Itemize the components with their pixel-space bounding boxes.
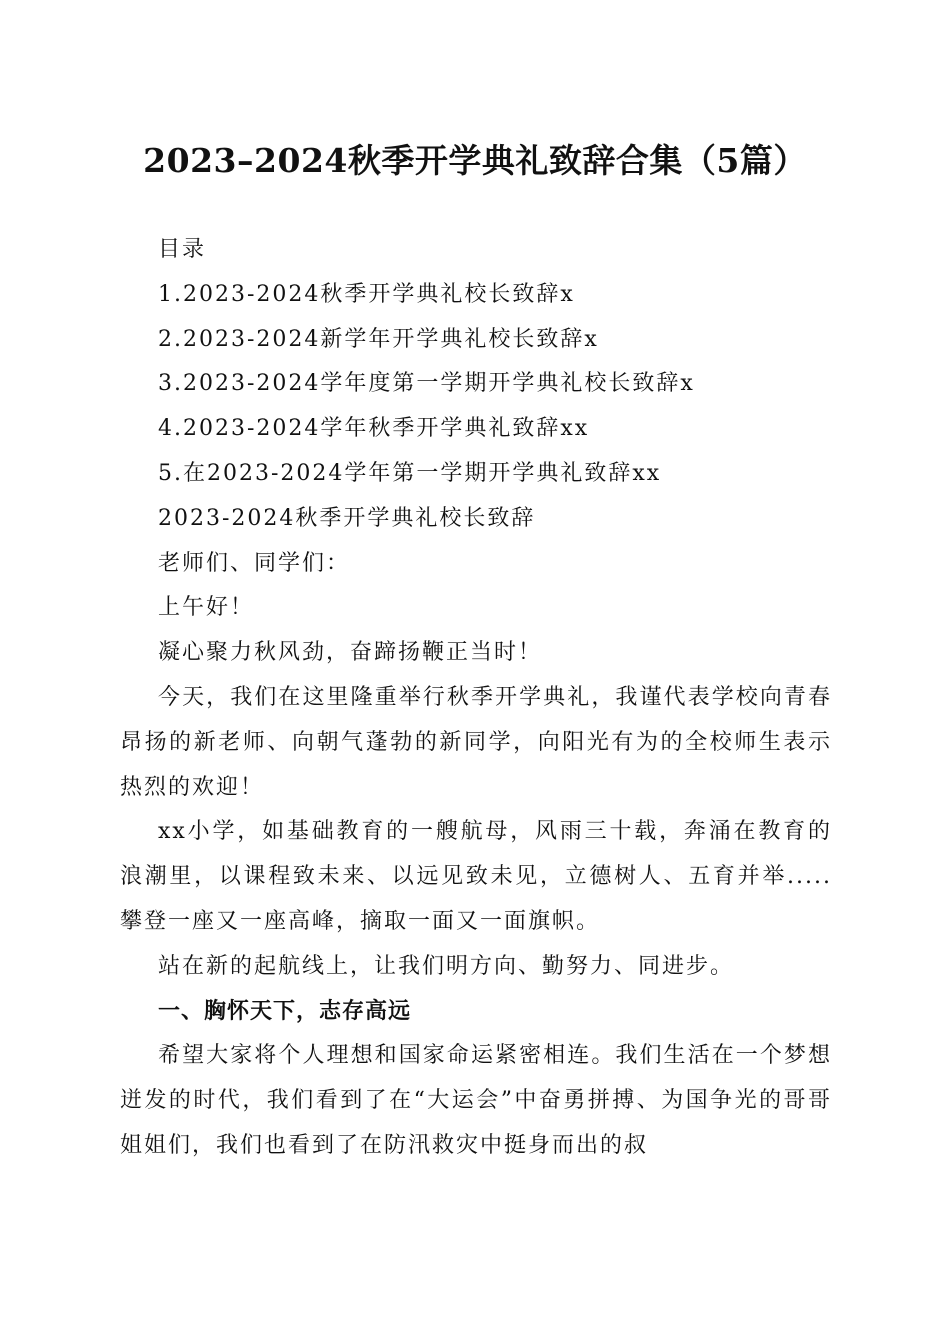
speech-paragraph-3: 站在新的起航线上，让我们明方向、勤努力、同进步。 bbox=[158, 953, 735, 979]
speech-salutation: 老师们、同学们： bbox=[158, 550, 351, 576]
speech-greeting: 上午好！ bbox=[158, 595, 255, 621]
toc-item-2: 2.2023-2024新学年开学典礼校长致辞x bbox=[158, 326, 599, 352]
toc-item-4: 4.2023-2024学年秋季开学典礼致辞xx bbox=[158, 416, 590, 442]
speech-title: 2023-2024秋季开学典礼校长致辞 bbox=[158, 505, 536, 531]
speech-paragraph-1: 今天，我们在这里隆重举行秋季开学典礼，我谨代表学校向青春昂扬的新老师、向朝气蓬勃的新同学，向阳光有为的全校师生表示热烈的欢迎！ bbox=[120, 684, 832, 800]
toc-label: 目录 bbox=[158, 237, 207, 262]
speech-paragraph-2: xx小学，如基础教育的一艘航母，风雨三十载，奔涌在教育的浪潮里，以课程致未来、以远见致未见，立德树人、五育并举.....攀登一座又一座高峰，摘取一面又一面旗帜。 bbox=[120, 819, 832, 934]
toc-item-3: 3.2023-2024学年度第一学期开学典礼校长致辞x bbox=[158, 371, 695, 397]
document-body bbox=[120, 228, 832, 1169]
section-heading-1: 一、胸怀天下，志存高远 bbox=[158, 998, 412, 1024]
speech-motto: 凝心聚力秋风劲，奋蹄扬鞭正当时！ bbox=[158, 640, 543, 666]
toc-item-1: 1.2023-2024秋季开学典礼校长致辞x bbox=[158, 281, 575, 307]
section-1-paragraph: 希望大家将个人理想和国家命运紧密相连。我们生活在一个梦想迸发的时代，我们看到了在“大运会”中奋勇拼搏、为国争光的哥哥姐姐们，我们也看到了在防汛救灾中挺身而出的叔 bbox=[120, 1043, 832, 1158]
document-title: 2023–2024秋季开学典礼致辞合集（5篇） bbox=[143, 141, 807, 180]
toc-item-5: 5.在2023-2024学年第一学期开学典礼致辞xx bbox=[158, 460, 662, 486]
